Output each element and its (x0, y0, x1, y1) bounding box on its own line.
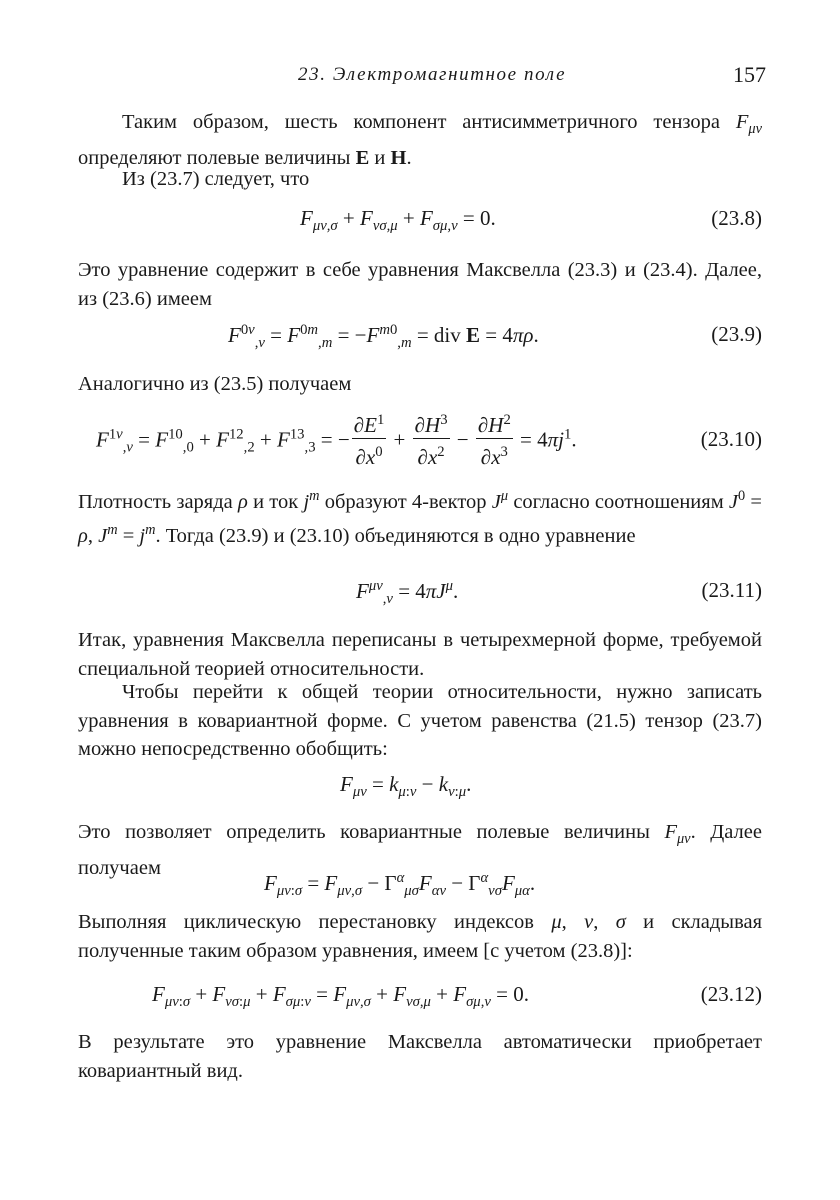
paragraph-5: Плотность заряда ρ и ток $j^m$ образуют 4-вектор $J^\mu$ согласно соотношениям $J^0 = \rho$, $J^m = j^m$. Тогда (23.9) и (23.10) объединяются в одно уравнение (78, 488, 762, 548)
running-title: 23. Электромагнитное поле (298, 64, 567, 85)
equation-23-10 (78, 410, 762, 474)
paragraph-10: В результате это уравнение Максвелла автоматически приобретает ковариантный вид. (78, 1031, 762, 1082)
paragraph-8: Это позволяет определить ковариантные полевые величины $F_{\mu\nu}$. Далее получаем (78, 821, 762, 879)
equation-23-12 (78, 982, 762, 1022)
page-header (0, 62, 840, 92)
equation-unnumbered-2 (78, 870, 762, 910)
equation-23-8 (78, 206, 762, 246)
paragraph-4: Аналогично из (23.5) получаем (78, 373, 352, 395)
equation-23-11-formula: $F^{\mu\nu}_{,\nu} = 4\pi J^\mu$. (356, 578, 459, 608)
equation-number: (23.10) (700, 427, 762, 451)
page-number: 157 (733, 62, 766, 87)
equation-23-8-formula: $F_{\mu\nu,\sigma} + F_{\nu\sigma,\mu} + F_{\sigma\mu,\nu} = 0$. (300, 206, 496, 235)
equation-number: (23.11) (701, 578, 762, 602)
equation-unnumbered-1-formula: $F_{\mu\nu} = k_{\mu:\nu} - k_{\nu:\mu}$. (340, 772, 472, 801)
equation-23-11 (78, 578, 762, 618)
equation-23-10-formula: $F^{1\nu}_{,\nu} = F^{10}_{,0} + F^{12}_{,2} + F^{13}_{,3}$ = − $\frac{\partial E^1}{\partial x^0}$ + $\frac{\partial H^3}{\partial x^2}$ − $\frac{\partial H^2}{\partial x^3}$ = $4\pi j^1$. (96, 410, 577, 473)
equation-23-12-formula: $F_{\mu\nu:\sigma} + F_{\nu\sigma:\mu} + F_{\sigma\mu:\nu} = F_{\mu\nu,\sigma} + F_{\nu\sigma,\mu} + F_{\sigma\mu,\nu} = 0$. (152, 982, 529, 1011)
equation-unnumbered-2-formula: $F_{\mu\nu:\sigma} = F_{\mu\nu,\sigma} - \Gamma^\alpha_{\mu\sigma}F_{\alpha\nu} - \Gamma^\alpha_{\nu\sigma}F_{\mu\alpha}$. (264, 870, 536, 900)
paragraph-2: Из (23.7) следует, что (122, 168, 310, 190)
equation-number: (23.8) (711, 206, 762, 230)
equation-unnumbered-1 (78, 772, 762, 812)
paragraph-1: Таким образом, шесть компонент антисимметричного тензора $F_{\mu\nu}$ определяют полевые величины E и H. (78, 111, 762, 169)
paragraph-6: Итак, уравнения Максвелла переписаны в четырехмерной форме, требуемой специальной теорией относительности. (78, 629, 762, 680)
equation-23-9 (78, 322, 762, 362)
paragraph-3: Это уравнение содержит в себе уравнения Максвелла (23.3) и (23.4). Далее, из (23.6) имеем (78, 259, 762, 310)
equation-23-9-formula: $F^{0\nu}_{,\nu} = F^{0m}_{,m} = -F^{m0}_{,m}$ = div E = 4πρ. (228, 322, 539, 352)
paragraph-7: Чтобы перейти к общей теории относительности, нужно записать уравнения в ковариантной форме. С учетом равенства (21.5) тензор (23.7) можно непосредственно обобщить: (78, 681, 762, 760)
paragraph-9: Выполняя циклическую перестановку индексов μ, ν, σ и складывая полученные таким образом уравнения, имеем [с учетом (23.8)]: (78, 911, 763, 962)
equation-number: (23.9) (711, 322, 762, 346)
equation-number: (23.12) (700, 982, 762, 1006)
